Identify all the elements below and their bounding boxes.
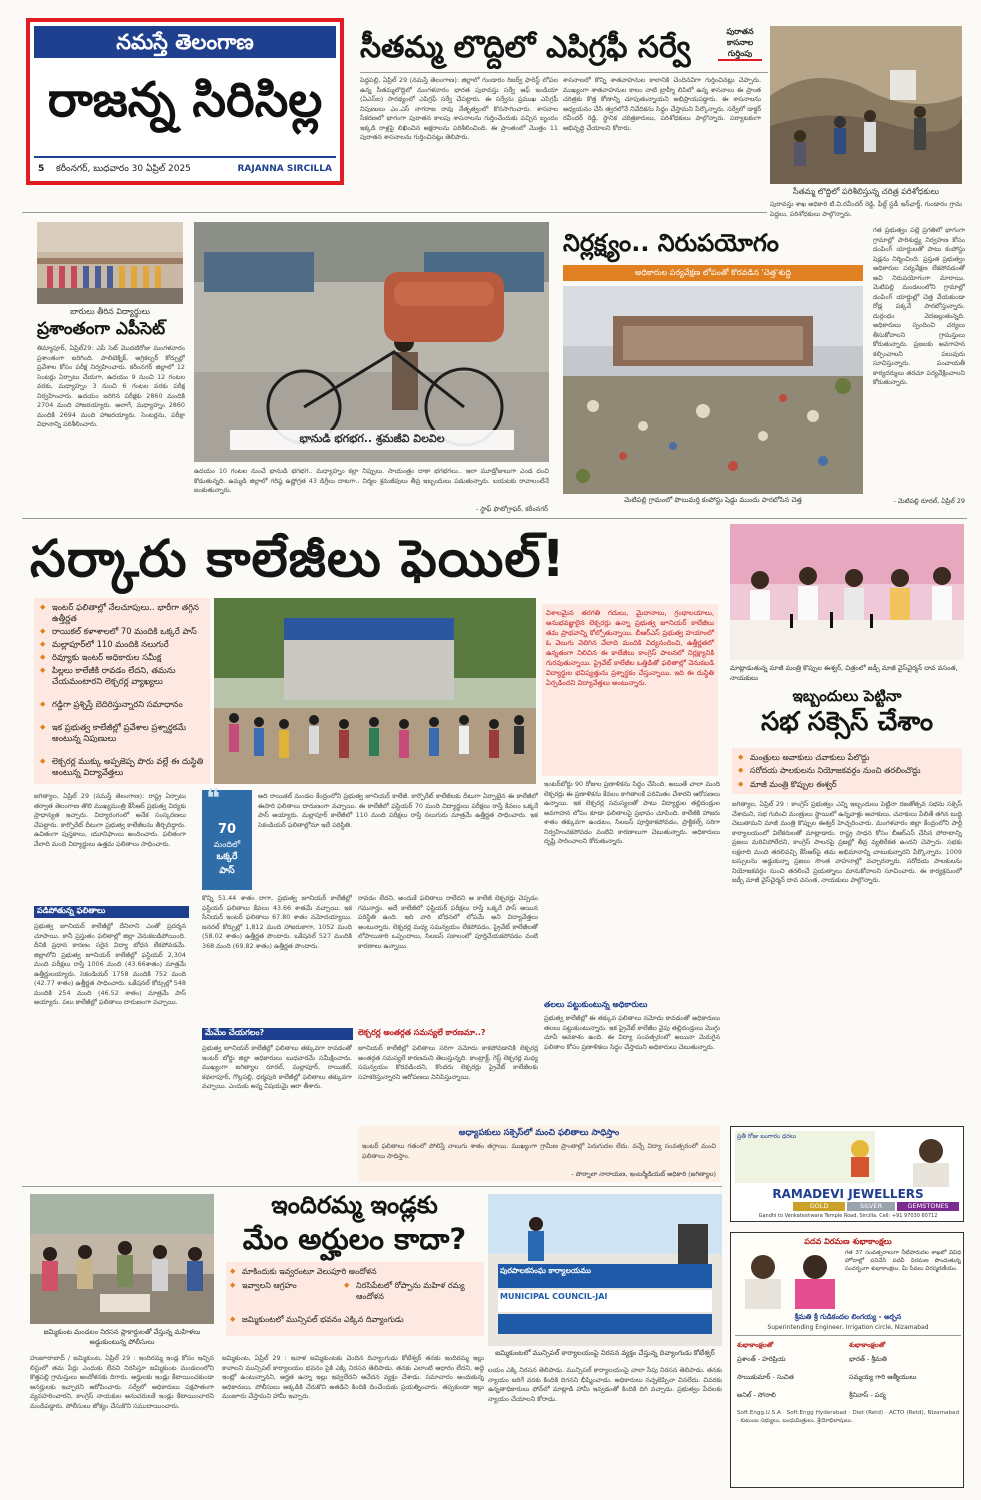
story1-text-col2: శాసనాలలో కొన్ని శాతవాహనుల కాలానికి చెందినవిగా గుర్తించినట్లు చెప్పారు. ముఖ్యంగా శాతవాహనుల కాలం నాటి బ్రాహ్మీ లిపిలో ఉన్న శాసనాలు ఈ ప్రాంత చరిత్రకు కొత్త కోణాన్ని చూపుతున్నాయని అభిప్రాయపడ్డారు. ఈ శాసనాలను అధ్యయనం చేసి త్వరలోనే నివేదికను సిద్ధం చేస్తామని పేర్కొన్నారు. సర్వేలో డాక్టర్ రవీందర్ రెడ్డి, స్థానిక చరిత్రకారులు, పరిశోధకులు పాల్గొన్నారు. పర్యాటకంగా అభివృద్ధి చేయాలని కోరారు. [563, 76, 761, 132]
lead-bullet: ◆ గడ్డిగా ప్రశ్నిస్తే బెదిరిస్తున్నారని సమాధానం [40, 699, 212, 710]
lead-red-text: విశాలమైన తరగతి గదులు, మైదానాలు, గ్రంథాలయాలు, అనుభవజ్ఞులైన లెక్చరర్లు ఉన్నా ప్రభుత్వ జూనియర్ కాలేజీలు తమ ప్రాభవాన్ని కోల్పోతున్నాయి. బీఆర్ఎస్ ప్రభుత్వ హయాంలో ఓ వెలుగు వెలిగిన వేలాది మందికి విద్యనందించి, ఉత్తీర్ణతలో ఉన్నతంగా నిలిచిన ఈ కాలేజీలు కాంగ్రెస్ పాలనలో నిర్లక్ష్యానికి గురవుతున్నాయి. ప్రైవేట్ కాలేజీల ఒత్తిడితో ఫలితాల్లో వెనుకబడి విద్యార్థుల భవిష్యత్తును ప్రశ్నార్థకం చేస్తున్నాయి. ఇది ఈ దుస్థితి ఏర్పడిందని విద్యావేత్తలు అంటున్నారు. [546, 609, 714, 687]
bottom-headline1: ఇందిరమ్మ ఇండ్లకు [271, 1191, 438, 1219]
honoree-photo-2 [789, 1249, 841, 1309]
bottom-bullet: ◆ మాకిందుకు ఇవ్వరంటూ వెలుపూరి అందోళన [230, 1266, 492, 1277]
story4-caption: మెటిపల్లి గ్రామంలో పొలుమర్తి కంపోస్టు షెడ్డు ముందు పారబోసిన చెత్త [624, 496, 802, 504]
lead-box-title: అధ్యాపకులు సక్సెస్‌లో మంచి ఫలితాలు సాధిస్తాం [458, 1128, 620, 1138]
ad-jewellers-topline: ప్రతీ రోజు బంగారం ధరలు [737, 1133, 797, 1140]
lead-headline: సర్కారు కాలేజీలు ఫెయిల్! [30, 530, 566, 589]
right-headline2: సభ సక్సెస్ చేశాం [760, 707, 934, 737]
story4-photo [563, 286, 863, 494]
lead-box-text: ఇంటర్ ఫలితాలు గతంలో పోలిస్తే నాలుగు శాతం తగ్గాయి. ముఖ్యంగా గ్రామీణ ప్రాంతాల్లో పెరుగుదల లేదు. వచ్చే విద్యా సంవత్సరంలో మంచి ఫలితాలు సాధిస్తాం. [362, 1142, 716, 1160]
ad-name-left: ప్రశాంత్ - హరిప్రియ [737, 1355, 786, 1363]
lead-text-col3: రావడం లేదని, అందుకే ఫలితాలు రాలేదని ఆ కాలేజీ లెక్చరర్లు చెప్పడం గమనార్హం. అదే కాలేజీలో ఫస్టియర్ పరీక్షలు రాస్తే ఒక్కరే పాస్ అయిన పరిస్థితి ఉంది. ఇది వారి బోధనలో లోపమే అని విద్యావేత్తలు అంటున్నారు. లెక్చరర్ల మధ్య సమన్వయం లేకపోవడం, ప్రైవేట్ కాలేజీలతో లోపాయికారి ఒప్పందాలు, సిలబస్ సకాలంలో పూర్తిచేయకపోవడం వంటి కారణాలు ఉన్నాయి. [358, 894, 538, 950]
ad-greet-right: శుభాకాంక్షలతో [849, 1341, 886, 1349]
ad-retirement-honoree: శ్రీమతి శ్రీ గుడికందల లింగయ్య - అర్చన [794, 1313, 902, 1321]
date-line: కరీంనగర్, బుధవారం 30 ఏప్రిల్ 2025 [56, 164, 191, 174]
ad-retirement-header: పదవ విరమణ శుభాకాంక్షలు [804, 1237, 892, 1246]
lead-box-credit: - పొర్నాలా నారాయణ, ఇంటర్మీడియట్ అధికారి (జగిత్యాల) [571, 1170, 716, 1178]
lead-bullet: ◆ లెక్చరర్ల ముక్కు అప్పజెప్ప పొరు వల్లే ఈ దుస్థితి అంటున్న విద్యావేత్తలు [40, 756, 212, 778]
story3-caption: భానుడి భగభగ.. శ్రమజీవి విలవిల [230, 430, 514, 450]
lead-bullet: ◆ ఇంటర్ ఫలితాల్లో నేలచూపులు.. భారీగా తగ్గిన ఉత్తీర్ణత [40, 602, 212, 624]
ad-retirement-role: Superintending Engineer, Irrigation circle, Nizamabad [767, 1324, 929, 1331]
lead-text-col2: కొన్ని 51.44 శాతం రాగా, ప్రభుత్వ జూనియర్ కాలేజీల్లో ఫస్టియర్ ఫలితాలు కేవలం 43.66 శాతమే వచ్చాయి. ఇక సీనియర్ ఇంటర్ ఫలితాలు 67.80 శాతం నమోదయ్యాయి. జనరల్ కోర్సుల్లో 1,812 మంది హాజరుకాగా, 1052 మంది (58.02 శాతం) ఉత్తీర్ణత పొందారు. ఒకేషనల్ 527 మందికి 368 మంది (69.82 శాతం) ఉత్తీర్ణత పొందారు. [202, 894, 352, 950]
masthead [26, 18, 344, 185]
right-bullet: ◆ మాజీ మంత్రి కొప్పుల ఈశ్వర్ [738, 779, 966, 790]
quote-icon: ❝ [206, 784, 220, 814]
story2-caption: బారులు తీరిన విద్యార్థులు [70, 307, 150, 316]
ad-name-left: అనిల్ - సోనాలి [737, 1391, 776, 1399]
lead-text-col4b: ప్రభుత్వ కాలేజీల్లో ఈ తక్కువ ఫలితాలు నమోదు కావడంతో అధికారులు తలలు పట్టుకుంటున్నారు. ఇక ప్రైవేట్ కాలేజీల వైపు తల్లిదండ్రులు మొగ్గు చూపే అవకాశం ఉంది. ఈ విద్యా సంవత్సరంలో అయినా మెరుగైన ఫలితాల కోసం ప్రణాళికలు సిద్ధం చేస్తామని అధికారులు చెబుతున్నారు. [544, 1014, 720, 1051]
story3-credit: - స్టాఫ్ ఫొటోగ్రాఫర్, కరీంనగర్ [475, 505, 548, 513]
lead-text-col2b: ప్రభుత్వ జూనియర్ కాలేజీల్లో ఫలితాలు తక్కువగా రావడంతో ఇంటర్ బోర్డు జిల్లా అధికారులు బుధవారమే సమీక్షించారు. ముఖ్యంగా జగిత్యాల రూరల్, మల్లాపూర్, రాయికల్, కథలాపూర్, గొల్లపల్లి, ధర్మపురి కాలేజీల్లో ఫలితాలు తక్కువగా వచ్చాయి. ఎందుకు అన్న విషయమై ఆరా తీశారు. [202, 1044, 352, 1090]
story3-photo [194, 222, 549, 462]
bottom-bullet: ◆ నిరసిపేటలో రోప్పాను మహిళ రమ్య ఆందోళన [344, 1280, 492, 1302]
lead-text-col3b: జూనియర్ కాలేజీల్లో ఫలితాలు సరిగా నమోదు కాకపోవడానికి లెక్చరర్ల అంతర్గత సమస్యలే కారణమని తెలుస్తున్నది. కాంట్రాక్ట్, గెస్ట్ లెక్చరర్ల మధ్య సమన్వయం కొరవడిందని, కొందరు లెక్చరర్లు ప్రైవేట్ కాలేజీలకు సహకరిస్తున్నారని ఆరోపణలు వినిపిస్తున్నాయి. [358, 1044, 538, 1081]
lead-bullet: ◆ రివ్యూకు ఇంటర్ అధికారుల సమీక్ష [40, 652, 212, 663]
edition-english: RAJANNA SIRCILLA [237, 164, 332, 174]
quote-line2: ఒక్కరే [216, 852, 238, 862]
sign-telugu: పురపాలకసంఘ కార్యాలయము [500, 1266, 591, 1275]
story2-text: తిమ్మాపూర్, ఏప్రిల్29: ఎపీ సెట్ మొదటిరోజు మంగళవారం ప్రశాంతంగా జరిగింది. పాలిటెక్నిక్, అగ్రికల్చర్ కోర్సుల్లో ప్రవేశాల కోసం పరీక్ష నిర్వహించారు. కరీంనగర్ జిల్లాలో 12 సెంటర్లు ఏర్పాటు చేయగా, ఉదయం 9 నుంచి 12 గంటల వరకు, మధ్యాహ్నం 3 నుంచి 6 గంటల వరకు పరీక్ష నిర్వహించారు. ఉదయం జరిగిన పరీక్షకు 2860 మందికి 2704 మంది హాజరయ్యారు. అలాగే, మధ్యాహ్నం 2860 మందికి 2694 మంది హాజరయ్యారు. సెంటర్లను, పరీక్షా విధానాన్ని పరిశీలించారు. [37, 344, 185, 428]
ad-name-left: సాయికుమార్ - సుచిత [737, 1373, 794, 1381]
story1-caption: సీతమ్మ లొద్దిలో పరిశీలిస్తున్న చరిత్ర పరిశోధకులు [792, 187, 940, 196]
story4-dateline: - మెటిపల్లి రూరల్, ఏప్రిల్ 29 [893, 497, 965, 505]
story1-photo [770, 26, 962, 184]
ad-tag: GOLD [793, 1202, 845, 1211]
honoree-photo-1 [739, 1249, 787, 1309]
right-text: జగిత్యాల, ఏప్రిల్ 29 : కాంగ్రెస్ ప్రభుత్వం ఎన్ని ఇబ్బందులు పెట్టినా రజతోత్సవ సభను సక్సెస్ చేశామని, సభ గురించి మంత్రులు స్థాయిలో ఉన్నవాళ్లు అవాకులు, చవాకులు పేలితే తగిన బుద్ధి చెబుతామని మాజీ మంత్రి కొప్పుల ఈశ్వర్ హెచ్చరించారు. మంగళవారం జిల్లా కేంద్రంలోని పార్టీ కార్యాలయంలో విలేకరులతో మాట్లాడారు. రాష్ట్ర సాధన కోసం బీఆర్ఎస్ చేసిన పోరాటాన్ని ప్రజలు మరిచిపోలేదని, కాంగ్రెస్ పాలనపై ప్రజల్లో తీవ్ర వ్యతిరేకత ఉందని చెప్పారు. సభకు లక్షలాది మంది తరలివచ్చి కేసీఆర్‌పై తమ అభిమానాన్ని చాటుకున్నారని పేర్కొన్నారు. 1009 బస్సులను అడ్డుకున్నా ప్రజలు సొంత వాహనాల్లో వచ్చారన్నారు. సరోదయ పాలకులను నియోజకవర్గం నుంచి తరలించే ప్రయత్నాలు మానుకోవాలని సూచించారు. ఈ కార్యక్రమంలో జడ్పీ మాజీ వైస్‌చైర్మన్ దావ వసంత, నాయకులు పాల్గొన్నారు. [732, 800, 962, 884]
right-bullet: ◆ సరోదయ పాలకులను నియోజకవర్గం నుంచి తరలించొద్దు [738, 765, 966, 776]
story4-headline: నిర్లక్ష్యం.. నిరుపయోగం [563, 229, 779, 257]
right-bullet: ◆ మంత్రులు అవాకులు చవాకులు పేలొద్దు [738, 752, 966, 763]
ad-tag: GEMSTONES [897, 1202, 959, 1211]
lead-text-col2top: అది రాయికల్ మండల కేంద్రంలోని ప్రభుత్వ జూనియర్ కాలేజీ. కార్పొరేట్ కాలేజీలకు దీటుగా ఏర్పాటైన ఈ కాలేజీలో ఈసారి ఫలితాలు దారుణంగా వచ్చాయి. ఈ కాలేజీలో ఫస్టియర్ 70 మంది విద్యార్థులు పరీక్షలు రాస్తే కేవలం ఒక్కరే పాస్ అయ్యారు. మల్లాపూర్ కాలేజీలో 110 మంది పరీక్షలు రాస్తే నలుగురు మాత్రమే ఉత్తీర్ణత సాధించారు. ఇక సెకండియర్ ఫలితాల్లోనూ ఇదే పరిస్థితి. [258, 792, 538, 829]
bottom-left-photo [30, 1194, 214, 1324]
right-photo [730, 524, 964, 660]
ad-name-right: సమ్మయ్య గారి ఆత్మీయులు [849, 1373, 917, 1381]
story1-headline: సీతమ్మ లొద్దిలో ఎపిగ్రఫీ సర్వే [360, 30, 691, 65]
lead-text-col1: జగిత్యాల, ఏప్రిల్ 29 (నమస్తే తెలంగాణ): రాష్ట్ర ఏర్పాటు తర్వాత తెలంగాణ తొలి ముఖ్యమంత్రి కేసీఆర్ ప్రభుత్వ విద్యకు ప్రాధాన్యత ఇచ్చారు. విద్యారంగంలో అనేక సంస్కరణలు చేపట్టారు. కార్పొరేట్ దీటుగా ప్రభుత్వ కాలేజీలను తీర్చిదిద్దారు. ఉచితంగా పుస్తకాలు, యూనిఫాంలు అందించారు. ఫలితంగా వేలాది మంది విద్యార్థులు ఉత్తమ ఫలితాలు సాధించారు. [34, 792, 186, 848]
ad-jewellers-name: RAMADEVI JEWELLERS [772, 1187, 924, 1201]
lead-bullet: ◆ మల్లాపూర్‌లో 110 మందికి నలుగురే [40, 639, 212, 650]
masthead-edition: రాజన్న సిరిసిల్ల [47, 72, 323, 128]
lead-sub2: మేమేం చేయగలం? [202, 1028, 353, 1040]
story1-text-col1: పెద్దపల్లి, ఏప్రిల్ 29 (నమస్తే తెలంగాణ): జిల్లాలో గుండారం రిజర్వ్ ఫారెస్ట్ లోపల ఉన్న సీతమ్మలొద్దిలో మంగళవారం భారత పురావస్తు సర్వే ఆఫ్ ఇండియా (ఏఎస్‌ఐ) సారథ్యంలో ఎపిగ్రఫీ సర్వే చేపట్టారు. ఈ సర్వేను ప్రముఖ ఎపిగ్రఫీ నిపుణులు ఎం.ఎస్ నాగరాజ రావు నేతృత్వంలో కొనసాగించారు. శాసనాల సేకరణలో భాగంగా పురాతన కాలపు శాసనాలను గుర్తించేందుకు వచ్చిన బృందం ఇక్కడి రాళ్లపై లిఖించిన అక్షరాలను పరిశీలించింది. ఈ ప్రాంతంలో మొత్తం 11 పురాతన శాసనాలను గుర్తించినట్లు తెలిపారు. [360, 76, 558, 141]
bottom-text-col3: లయం ఎక్కి నిరసన తెలిపాడు. మున్సిపల్ కార్యాలయంపై చాలా సేపు నిరసన తెలిపాడు. తనకు న్యాయం జరిగే వరకు కిందికి దిగనని భీష్మించాడు. అధికారులు నచ్చజెప్పినా వినలేదు. చివరకు ఉన్నతాధికారులు ఫోన్‌లో మాట్లాడి హామీ ఇవ్వడంతో కిందికి దిగి వచ్చాడు. ప్రభుత్వం పేదలకు న్యాయం చేయాలని కోరాడు. [488, 1366, 722, 1403]
story4-subhead: అధికారుల పర్యవేక్షణ లోపంతో కొరవడిన 'చెత్త'శుద్ధి [563, 265, 863, 281]
bottom-text-col2: జమ్మికుంట, ఏప్రిల్ 29 : ఇవాళ జమ్మికుంటకు చెందిన దివ్యాంగుడు కోటేశ్వర్ తనకు ఇందిరమ్మ ఇల్లు కావాలని మున్సిపల్ కార్యాలయం భవనం పైకి ఎక్కి నిరసన తెలిపాడు. తనకు ఎలాంటి ఆధారం లేదని, అద్దె ఇంట్లో ఉంటున్నానని, అర్హత ఉన్నా ఇల్లు ఇవ్వలేదని ఆవేదన వ్యక్తం చేశాడు. సమాచారం అందుకున్న అధికారులు, పోలీసులు అక్కడికి చేరుకొని అతడిని కిందికి దించేందుకు ప్రయత్నించారు. తప్పకుండా ఇల్లు మంజూరు చేస్తామని హామీ ఇచ్చారు. [222, 1354, 484, 1400]
owner-photo [901, 1131, 961, 1187]
ad-name-right: భారత్ - శ్రీమతి [849, 1355, 887, 1363]
lead-bullet: ◆ ఇక ప్రభుత్వ కాలేజీల్లో ప్రవేశాల ప్రశ్నార్థకమే అంటున్న నిపుణులు [40, 722, 212, 744]
bottom-text-col1: హుజూరాబాద్ / జమ్మికుంట, ఏప్రిల్ 29 : ఇందిరమ్మ ఇండ్ల కోసం ఇచ్చిన లిస్టులో తమ పేర్లు ఎందుకు లేవని నిరసిస్తూ జమ్మికుంట మండలంలోని కొత్తపల్లి గ్రామస్తులు అందోళనకు దిగారు. అర్హులకు ఇండ్లు కేటాయించకుండా అనర్హులకు ఇచ్చారని ఆరోపించారు. సర్వేలో అధికారులు పక్షపాతంగా వ్యవహరించారని, కాంగ్రెస్ నాయకుల అనుచరులకే ఇండ్లు కేటాయించారని మండిపడ్డారు. పోలీసులు జోక్యం చేసుకొని సముదాయించారు. [30, 1354, 214, 1410]
lead-bullet: ◆ పిల్లలు కాలేజీకి రావడం లేదని, తమను చేయమంటారని లెక్చరర్ల వ్యాఖ్యలు [40, 665, 212, 687]
ad-retirement-footer: Soft.Engg.U.S.A · Soft.Engg Hyderabad · Diet (Retd) · ACTO (Retd), Nizamabad · కుటుంబ సభ్యులు, బంధుమిత్రులు, శ్రేయోభిలాషులు. [737, 1410, 959, 1424]
ad-retirement-text: గత 37 సంవత్సరాలుగా నీటిపారుదల శాఖలో వివిధ హోదాల్లో పనిచేసి పదవీ విరమణ పొందుతున్న సందర్భంగా శుభాకాంక్షలు. మీ సేవలు చిరస్మరణీయం. [845, 1250, 961, 1272]
quote-line1: మందిలో [213, 840, 241, 849]
goddess-icon [843, 1135, 877, 1179]
lead-text-col1b: ప్రభుత్వ జూనియర్ కాలేజీల్లో దేనిలాని ఎంతో ప్రదర్శన చూపాయి. కానీ ప్రస్తుతం ఫలితాల్లో జిల్లా వెనుకబడిపోయింది. దీనికి ప్రధాన కారణం సరైన విద్యా బోధన లేకపోవడమే. జిల్లాలోని ప్రభుత్వ జూనియర్ కాలేజీల్లో ఫస్టియర్ 2,304 మంది పరీక్షలు రాస్తే 1006 మంది (43.66శాతం) మాత్రమే ఉత్తీర్ణులయ్యారు. సెకండియర్ 1758 మందికి 752 మంది (42.77 శాతం) ఉత్తీర్ణత సాధించారు. ఒకేషనల్ కోర్సుల్లో 548 మందికి 254 మంది (46.52 శాతం) మాత్రమే పాస్ అయ్యారు. పలు కాలేజీల్లో ఫలితాలు దారుణంగా వచ్చాయి. [34, 922, 186, 1006]
ad-tag: SILVER [847, 1202, 895, 1211]
story4-text: గత ప్రభుత్వం పల్లె ప్రగతిలో భాగంగా గ్రామాల్లో పారిశుద్ధ్య నిర్వహణ కోసం డంపింగ్ యార్డులతో పాటు కంపోస్టు షెడ్లను నిర్మించింది. ప్రస్తుత ప్రభుత్వం అధికారుల పర్యవేక్షణ లేకపోవడంతో అవి నిరుపయోగంగా మారాయి. మెటిపల్లి మండలంలోని గ్రామాల్లో డంపింగ్ యార్డుల్లో చెత్త వేయకుండా రోడ్ల పక్కనే పారబోస్తున్నారు. దుర్గంధం వెదజల్లుతున్నది. అధికారులు స్పందించి చర్యలు తీసుకోవాలని గ్రామస్తులు కోరుతున్నారు. ప్రజలకు అవగాహన కల్పించాలని పలువురు సూచిస్తున్నారు. పంచాయతీ కార్యదర్శులు తరచూ పర్యవేక్షించాలని కోరుతున్నారు. [873, 226, 965, 386]
bottom-right-caption: జమ్మికుంటలో మున్సిపల్ కార్యాలయంపై నిరసన వ్యక్తం చేస్తున్న దివ్యాంగుడు కోటేశ్వర్ [495, 1349, 715, 1357]
sign-english: MUNICIPAL COUNCIL-JAI [500, 1292, 608, 1301]
bottom-bullet: ◆ జమ్మికుంటలో మున్సిపల్ భవనం ఎక్కిన దివ్యాంగుడు [230, 1314, 492, 1325]
bottom-bullet: ◆ ఇవ్వాలని ఆగ్రహం [230, 1280, 352, 1291]
ad-jewellers-address: Gandhi to Venkateshwara Temple Road, Sircilla. Cell: +91 97030 60712 [758, 1213, 938, 1219]
page-number: 5 [38, 164, 45, 174]
lead-text-col4: ఇంటర్‌బోర్డు 90 రోజుల ప్రణాళికను సిద్ధం చేసింది. అయితే చాలా మంది లెక్చరర్లు ఈ ప్రణాళికను కేవలం కాగితాలకే పరిమితం చేశారని ఆరోపణలు ఉన్నాయి. ఇక లెక్చరర్ల సమస్యలతో పాటు విద్యార్థుల తల్లిదండ్రుల అవగాహన లోపం కూడా ఫలితాలపై ప్రభావం చూపింది. కాలేజీకి హాజరు శాతం తక్కువగా ఉండటం, సిలబస్ పూర్తికాకపోవడం, ప్రాక్టికల్స్ సరిగా నిర్వహించకపోవడం వంటివి కారణాలుగా చెబుతున్నారు. అధికారులు దృష్టి సారించాలని కోరుతున్నారు. [544, 780, 720, 845]
story3-text: ఉదయం 10 గంటల నుంచే భానుడి భగభగ.. మధ్యాహ్నం కల్లా నిప్పులు. సాయంత్రం దాకా భగభగలు.. ఇలా మూడ్రోజులుగా ఎండ దంచి కొడుతున్నది. ఉమ్మడి జిల్లాలో గరిష్ఠ ఉష్ణోగ్రత 43 డిగ్రీలు దాటగా.. నిర్మల శ్రమజీవులు తీవ్ర ఇబ్బందులు పడుతున్నారు. బయటకు రావాలంటేనే జంకుతున్నారు. [194, 467, 549, 494]
masthead-footer [34, 156, 336, 180]
lead-sub3: లెక్చరర్ల అంతర్గత సమస్యలే కారణమా..? [358, 1028, 486, 1037]
lead-bullet: ◆ రాయికల్ కళాశాలలో 70 మందికి ఒక్కరే పాస్ [40, 626, 212, 637]
quote-line3: పాస్ [219, 866, 235, 876]
lead-sub4: తలలు పట్టుకుంటున్న అధికారులు [544, 1000, 648, 1009]
story1-kicker: పురాతన కాసనాల గుర్తింపు [718, 26, 762, 61]
lead-sub1: పడిపోతున్న ఫలితాలు [34, 906, 189, 918]
story2-headline: ప్రశాంతంగా ఎపీసెట్ [37, 319, 166, 339]
story2-photo [37, 222, 183, 304]
ad-name-right: శ్రీనివాస్ - పద్మ [849, 1391, 886, 1399]
quote-number: 70 [217, 822, 237, 837]
masthead-tagline: నమస్తే తెలంగాణ [34, 26, 336, 58]
ad-greet-left: శుభాకాంక్షలతో [737, 1341, 774, 1349]
ad-retirement [730, 1232, 964, 1488]
right-headline1: ఇబ్బందులు పెట్టినా [792, 687, 902, 705]
bottom-left-caption: జమ్మికుంట మండలం నిరసన ప్లాకార్డులతో వేస్తున్న మహిళలు అడ్డుకుంటున్న పోలీసులు [43, 1328, 201, 1346]
story1-text-col3: పురావస్తు శాఖ అధికారి టి.వి.రవీందర్ రెడ్డి, ఫీల్డ్ స్టడీ ఇన్‌ఛార్జ్, గుండారం గ్రామ పెద్దలు, పరిశోధకులు పాల్గొన్నారు. [770, 200, 962, 218]
right-caption: మాట్లాడుతున్న మాజీ మంత్రి కొప్పుల ఈశ్వర్, చిత్రంలో జడ్పీ మాజీ వైస్‌చైర్మన్ దావ వసంత, నాయకులు [730, 664, 958, 682]
ad-jewellers [730, 1126, 964, 1222]
bottom-headline2: మేం అర్హులం కాదా? [242, 1222, 467, 1256]
lead-photo [214, 598, 536, 784]
